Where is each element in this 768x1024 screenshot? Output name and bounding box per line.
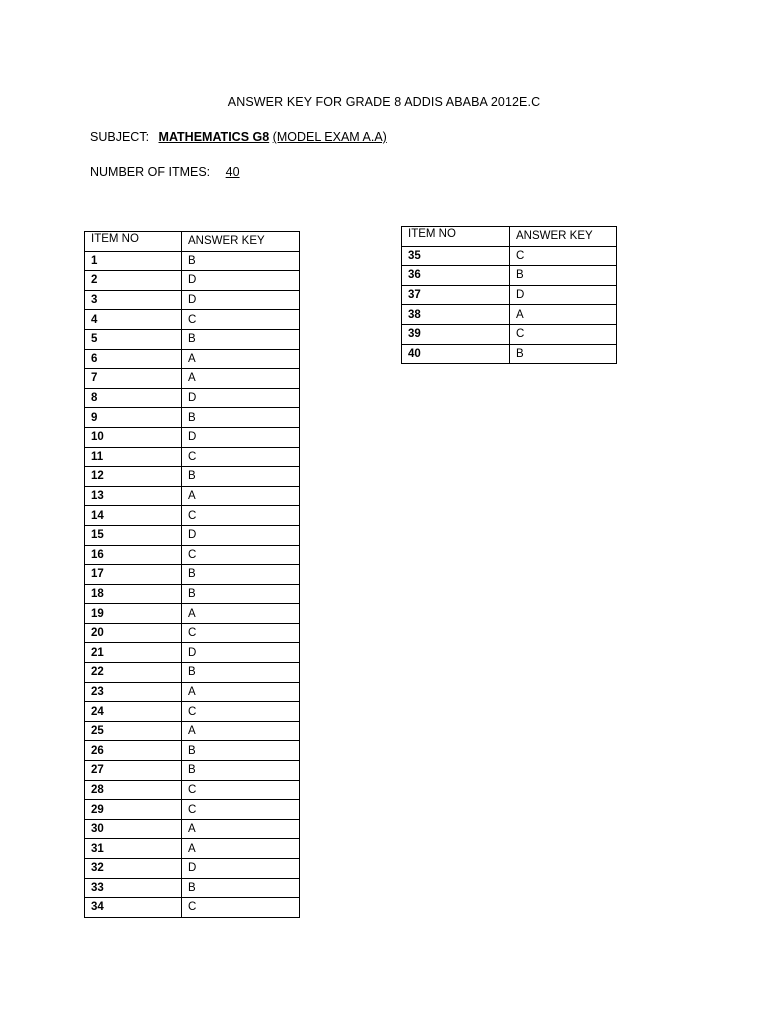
item-number-cell: 20 bbox=[85, 623, 182, 643]
table-row bbox=[85, 427, 300, 447]
table-row bbox=[85, 271, 300, 291]
table-row bbox=[85, 839, 300, 859]
item-number-cell: 32 bbox=[85, 859, 182, 879]
answer-cell: C bbox=[182, 898, 300, 918]
item-number-cell: 36 bbox=[402, 266, 510, 286]
item-number-cell: 6 bbox=[85, 349, 182, 369]
answer-cell: A bbox=[182, 819, 300, 839]
table-row bbox=[85, 251, 300, 271]
answer-cell: A bbox=[182, 486, 300, 506]
item-number-cell: 3 bbox=[85, 290, 182, 310]
answer-cell: C bbox=[182, 310, 300, 330]
table-row bbox=[85, 486, 300, 506]
answer-cell: A bbox=[510, 305, 617, 325]
item-number-cell: 8 bbox=[85, 388, 182, 408]
answer-cell: B bbox=[182, 329, 300, 349]
item-number-cell: 7 bbox=[85, 369, 182, 389]
table-row bbox=[85, 565, 300, 585]
answer-cell: B bbox=[182, 408, 300, 428]
answer-cell: C bbox=[182, 780, 300, 800]
item-number-cell: 16 bbox=[85, 545, 182, 565]
item-number-cell: 28 bbox=[85, 780, 182, 800]
item-number-cell: 10 bbox=[85, 427, 182, 447]
item-number-cell: 29 bbox=[85, 800, 182, 820]
table-row bbox=[85, 643, 300, 663]
items-value: 40 bbox=[225, 165, 240, 179]
answer-cell: B bbox=[182, 584, 300, 604]
answer-cell: A bbox=[182, 604, 300, 624]
item-number-cell: 23 bbox=[85, 682, 182, 702]
answer-table-right bbox=[401, 226, 617, 364]
answer-cell: C bbox=[182, 800, 300, 820]
table-row bbox=[85, 369, 300, 389]
item-number-cell: 30 bbox=[85, 819, 182, 839]
column-header-answer-key: ANSWER KEY bbox=[510, 227, 617, 247]
table-row bbox=[85, 702, 300, 722]
item-number-cell: 4 bbox=[85, 310, 182, 330]
item-number-cell: 38 bbox=[402, 305, 510, 325]
answer-cell: C bbox=[182, 702, 300, 722]
answer-cell: C bbox=[182, 447, 300, 467]
table-row bbox=[85, 800, 300, 820]
item-number-cell: 5 bbox=[85, 329, 182, 349]
answer-cell: B bbox=[182, 565, 300, 585]
item-number-cell: 2 bbox=[85, 271, 182, 291]
subject-name: MATHEMATICS G8 bbox=[158, 130, 270, 144]
item-number-cell: 14 bbox=[85, 506, 182, 526]
table-header-row bbox=[85, 232, 300, 252]
table-row bbox=[85, 584, 300, 604]
item-number-cell: 9 bbox=[85, 408, 182, 428]
answer-cell: D bbox=[182, 427, 300, 447]
table-row bbox=[85, 741, 300, 761]
items-label: NUMBER OF ITMES: bbox=[90, 165, 211, 179]
answer-cell: D bbox=[182, 643, 300, 663]
table-row bbox=[402, 285, 617, 305]
table-row bbox=[85, 329, 300, 349]
table-row bbox=[85, 604, 300, 624]
table-row bbox=[402, 246, 617, 266]
item-number-cell: 35 bbox=[402, 246, 510, 266]
item-number-cell: 21 bbox=[85, 643, 182, 663]
table-row bbox=[85, 682, 300, 702]
answer-cell: D bbox=[182, 271, 300, 291]
item-number-cell: 34 bbox=[85, 898, 182, 918]
table-row bbox=[402, 324, 617, 344]
table-row bbox=[85, 310, 300, 330]
table-row bbox=[85, 290, 300, 310]
item-number-cell: 24 bbox=[85, 702, 182, 722]
subject-line bbox=[90, 130, 387, 144]
answer-cell: B bbox=[182, 878, 300, 898]
item-number-cell: 39 bbox=[402, 324, 510, 344]
table-row bbox=[85, 506, 300, 526]
table-row bbox=[402, 344, 617, 364]
answer-cell: B bbox=[182, 467, 300, 487]
item-number-cell: 37 bbox=[402, 285, 510, 305]
answer-cell: C bbox=[182, 545, 300, 565]
answer-cell: D bbox=[182, 290, 300, 310]
item-number-cell: 33 bbox=[85, 878, 182, 898]
item-number-cell: 22 bbox=[85, 663, 182, 683]
item-number-cell: 31 bbox=[85, 839, 182, 859]
answer-cell: A bbox=[182, 682, 300, 702]
column-header-item-no: ITEM NO bbox=[402, 227, 510, 247]
answer-table-left-body bbox=[85, 251, 300, 917]
table-row bbox=[402, 305, 617, 325]
answer-cell: B bbox=[182, 251, 300, 271]
item-number-cell: 13 bbox=[85, 486, 182, 506]
item-number-cell: 19 bbox=[85, 604, 182, 624]
subject-label: SUBJECT: bbox=[90, 130, 150, 144]
answer-cell: B bbox=[510, 344, 617, 364]
table-row bbox=[85, 819, 300, 839]
item-number-cell: 26 bbox=[85, 741, 182, 761]
answer-cell: D bbox=[182, 388, 300, 408]
table-row bbox=[85, 408, 300, 428]
answer-cell: B bbox=[182, 741, 300, 761]
table-row bbox=[85, 761, 300, 781]
table-row bbox=[85, 878, 300, 898]
table-row bbox=[85, 663, 300, 683]
item-number-cell: 18 bbox=[85, 584, 182, 604]
table-row bbox=[85, 545, 300, 565]
item-number-cell: 25 bbox=[85, 721, 182, 741]
table-row bbox=[85, 859, 300, 879]
answer-cell: C bbox=[182, 623, 300, 643]
answer-cell: D bbox=[510, 285, 617, 305]
answer-cell: B bbox=[182, 663, 300, 683]
answer-cell: B bbox=[510, 266, 617, 286]
table-header-row bbox=[402, 227, 617, 247]
answer-cell: A bbox=[182, 349, 300, 369]
answer-cell: D bbox=[182, 859, 300, 879]
items-line bbox=[90, 165, 240, 179]
exam-name: (MODEL EXAM A.A) bbox=[272, 130, 387, 144]
column-header-item-no: ITEM NO bbox=[85, 232, 182, 252]
answer-cell: C bbox=[510, 324, 617, 344]
answer-cell: A bbox=[182, 721, 300, 741]
answer-cell: A bbox=[182, 369, 300, 389]
table-row bbox=[85, 467, 300, 487]
table-row bbox=[85, 388, 300, 408]
column-header-answer-key: ANSWER KEY bbox=[182, 232, 300, 252]
table-row bbox=[85, 525, 300, 545]
item-number-cell: 17 bbox=[85, 565, 182, 585]
item-number-cell: 40 bbox=[402, 344, 510, 364]
item-number-cell: 11 bbox=[85, 447, 182, 467]
answer-cell: C bbox=[182, 506, 300, 526]
answer-cell: C bbox=[510, 246, 617, 266]
answer-table-right-body bbox=[402, 246, 617, 364]
item-number-cell: 15 bbox=[85, 525, 182, 545]
answer-table-left bbox=[84, 231, 300, 918]
table-row bbox=[85, 898, 300, 918]
table-row bbox=[85, 623, 300, 643]
item-number-cell: 1 bbox=[85, 251, 182, 271]
table-row bbox=[402, 266, 617, 286]
answer-cell: D bbox=[182, 525, 300, 545]
table-row bbox=[85, 349, 300, 369]
item-number-cell: 27 bbox=[85, 761, 182, 781]
table-row bbox=[85, 447, 300, 467]
item-number-cell: 12 bbox=[85, 467, 182, 487]
table-row bbox=[85, 721, 300, 741]
answer-cell: B bbox=[182, 761, 300, 781]
table-row bbox=[85, 780, 300, 800]
document-title: ANSWER KEY FOR GRADE 8 ADDIS ABABA 2012E.C bbox=[227, 95, 541, 109]
answer-cell: A bbox=[182, 839, 300, 859]
